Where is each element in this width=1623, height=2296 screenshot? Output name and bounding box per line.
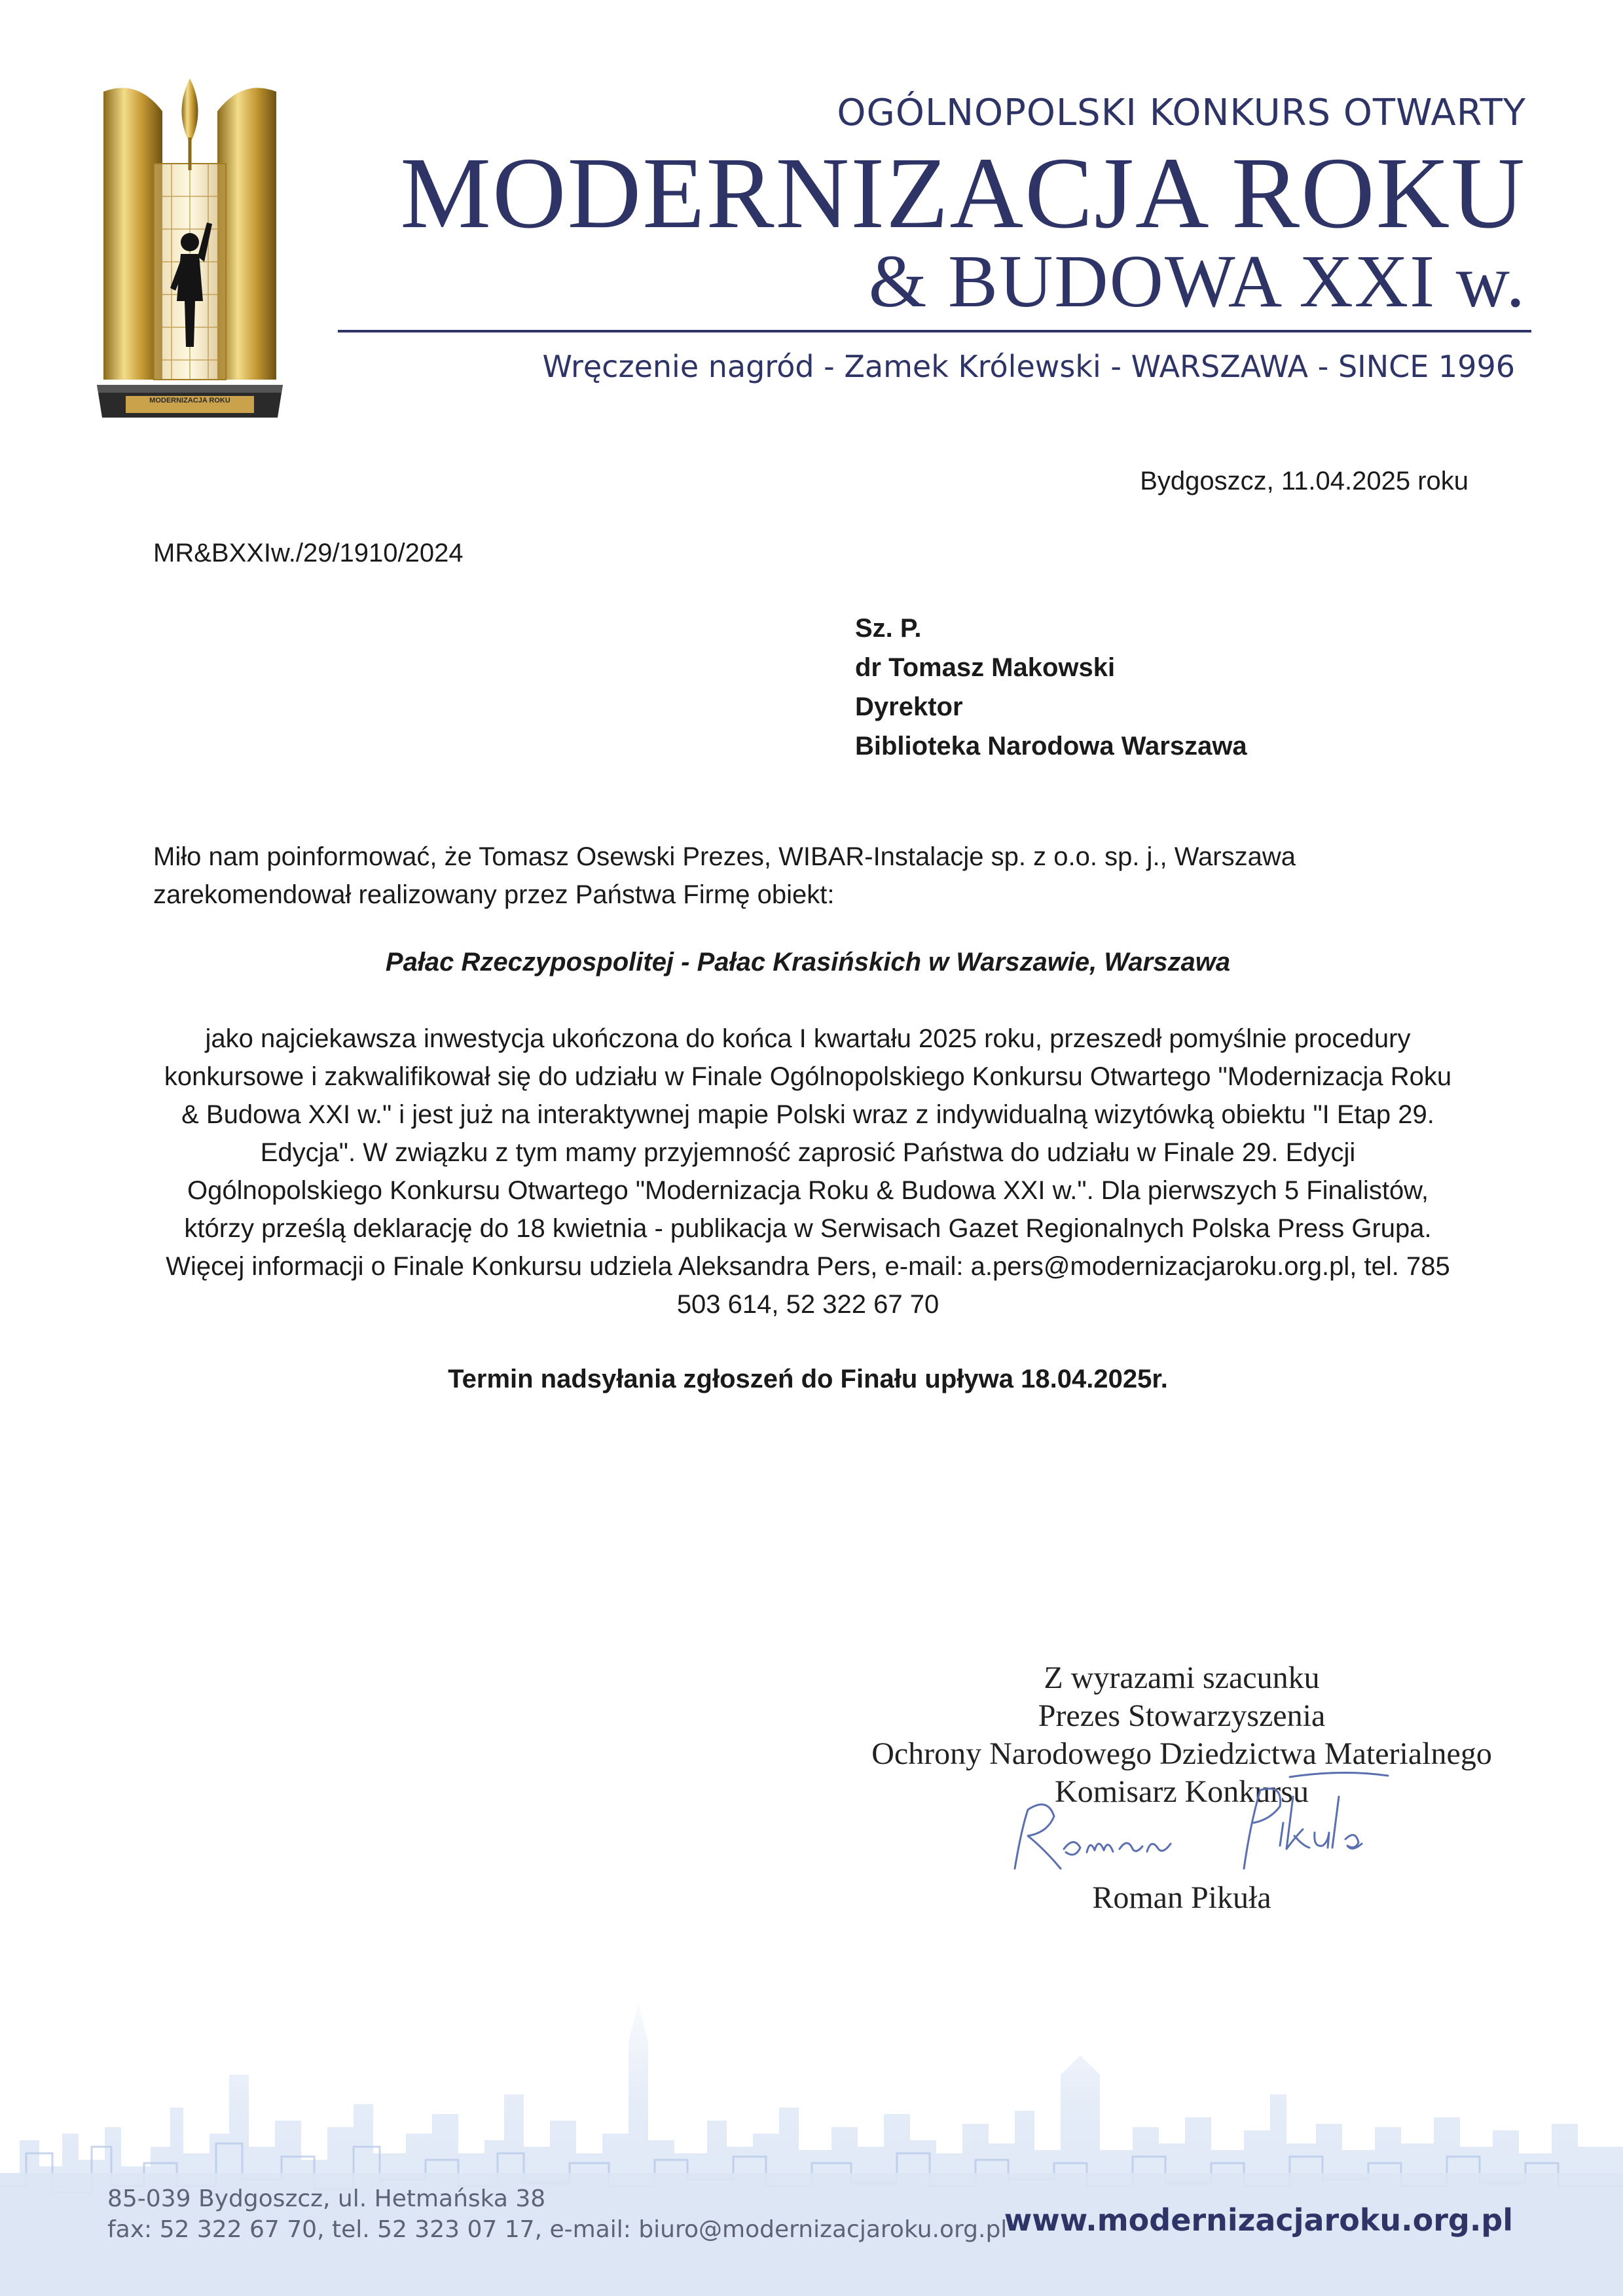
body-line: Ogólnopolskiego Konkursu Otwartego "Modernizacja Roku & Budowa XXI w.". Dla pierwszych 5 Finalistów, bbox=[187, 1176, 1429, 1205]
addressee-line: Sz. P. bbox=[855, 614, 922, 643]
handwritten-signature-icon bbox=[1002, 1770, 1434, 1888]
signature-line: Prezes Stowarzyszenia bbox=[1038, 1698, 1326, 1733]
body-line: konkursowe i zakwalifikował się do udziału w Finale Ogólnopolskiego Konkursu Otwartego "Modernizacja Roku bbox=[164, 1062, 1452, 1091]
header-tagline: Wręczenie nagród - Zamek Królewski - WARSZAWA - SINCE 1996 bbox=[542, 349, 1515, 384]
signatory-name: Roman Pikuła bbox=[1092, 1880, 1271, 1915]
footer-address: 85-039 Bydgoszcz, ul. Hetmańska 38 bbox=[107, 2185, 546, 2212]
body-line: Więcej informacji o Finale Konkursu udziela Aleksandra Pers, e-mail: a.pers@modernizacjaroku.org.pl, tel. 785 bbox=[166, 1252, 1450, 1281]
body-line: jako najciekawsza inwestycja ukończona do końca I kwartału 2025 roku, przeszedł pomyślnie procedury bbox=[205, 1024, 1411, 1053]
intro-line: zarekomendował realizowany przez Państwa Firmę obiekt: bbox=[153, 880, 835, 909]
body-line: którzy prześlą deklarację do 18 kwietnia - publikacja w Serwisach Gazet Regionalnych Polska Press Grupa. bbox=[184, 1214, 1432, 1243]
city-skyline-footer-icon bbox=[0, 1977, 1623, 2296]
header-divider bbox=[338, 330, 1531, 332]
addressee-line: Dyrektor bbox=[855, 692, 963, 721]
signature-line: Ochrony Narodowego Dziedzictwa Materialnego bbox=[871, 1736, 1492, 1771]
addressee-line: Biblioteka Narodowa Warszawa bbox=[855, 732, 1247, 761]
addressee-block bbox=[855, 609, 1247, 766]
body-line: Edycja". W związku z tym mamy przyjemność zaprosić Państwa do udziału w Finale 29. Edycji bbox=[260, 1138, 1356, 1167]
intro-line: Miło nam poinformować, że Tomasz Osewski Prezes, WIBAR-Instalacje sp. z o.o. sp. j., Warszawa bbox=[153, 842, 1296, 871]
place-date: Bydgoszcz, 11.04.2025 roku bbox=[1140, 467, 1468, 495]
body-line: & Budowa XXI w." i jest już na interaktywnej mapie Polski wraz z indywidualną wizytówką obiektu "I Etap 29. bbox=[181, 1100, 1434, 1129]
addressee-line: dr Tomasz Makowski bbox=[855, 653, 1116, 682]
trophy-plaque-text: MODERNIZACJA ROKU bbox=[149, 397, 230, 404]
deadline-notice: Termin nadsyłania zgłoszeń do Finału upływa 18.04.2025r. bbox=[448, 1365, 1168, 1393]
intro-paragraph bbox=[153, 838, 1476, 914]
body-paragraph bbox=[153, 1020, 1463, 1323]
header-competition-type: OGÓLNOPOLSKI KONKURS OTWARTY bbox=[837, 92, 1526, 134]
reference-number: MR&BXXIw./29/1910/2024 bbox=[153, 539, 464, 567]
body-line: 503 614, 52 322 67 70 bbox=[676, 1290, 939, 1319]
footer-contact bbox=[107, 2183, 1007, 2245]
signature-line: Z wyrazami szacunku bbox=[1044, 1660, 1320, 1695]
footer-website-link[interactable]: www.modernizacjaroku.org.pl bbox=[1004, 2202, 1513, 2238]
header-title: MODERNIZACJA ROKU bbox=[400, 136, 1526, 249]
object-name: Pałac Rzeczypospolitej - Pałac Krasińskich w Warszawie, Warszawa bbox=[385, 948, 1231, 977]
signature-line: Komisarz Konkursu bbox=[1055, 1774, 1309, 1809]
footer-phone-email: fax: 52 322 67 70, tel. 52 323 07 17, e-mail: biuro@modernizacjaroku.org.pl bbox=[107, 2216, 1008, 2243]
header-subtitle: & BUDOWA XXI w. bbox=[868, 240, 1526, 323]
trophy-logo-icon bbox=[92, 72, 288, 422]
